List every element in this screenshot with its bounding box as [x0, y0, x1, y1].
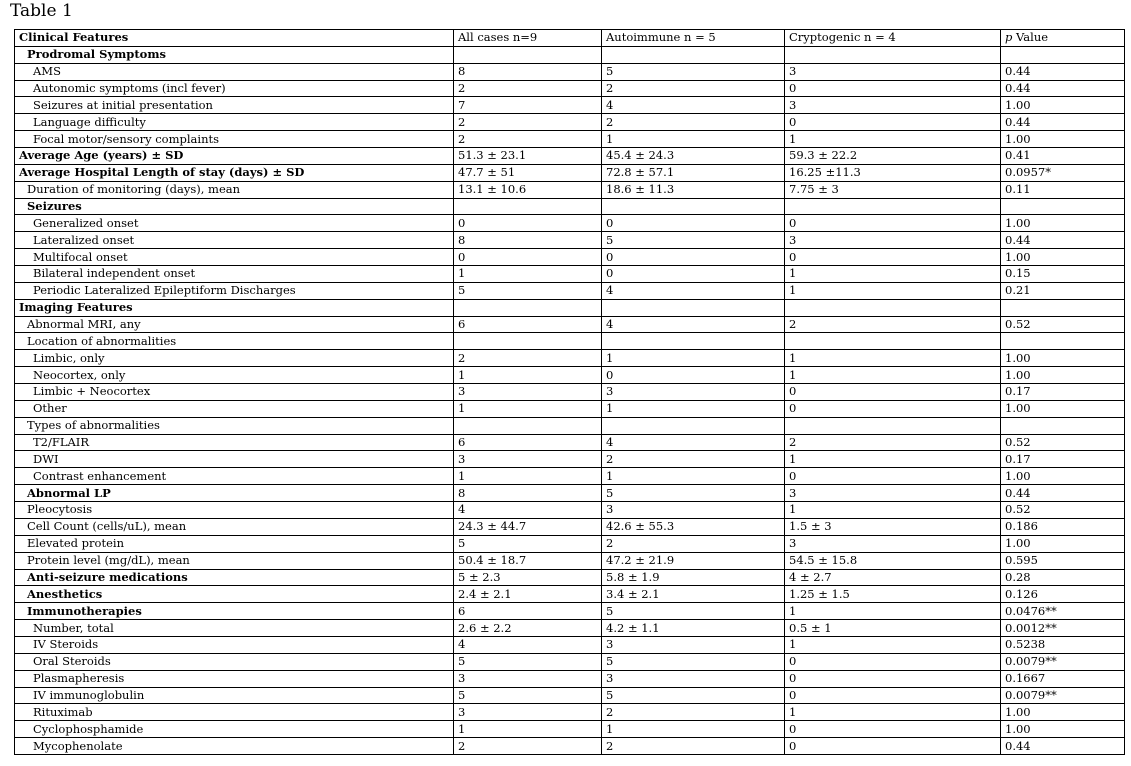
table-cell: [1001, 417, 1125, 434]
table-cell: 3: [785, 485, 1001, 502]
row-label: Average Age (years) ± SD: [15, 148, 454, 165]
table-cell: 0.0079**: [1001, 687, 1125, 704]
row-label: Location of abnormalities: [15, 333, 454, 350]
table-body: [15, 46, 1125, 754]
table-cell: 5 ± 2.3: [454, 569, 602, 586]
column-header: Clinical Features: [15, 30, 454, 47]
table-cell: 2: [602, 451, 785, 468]
table-cell: 2: [785, 316, 1001, 333]
table-cell: 1.00: [1001, 131, 1125, 148]
row-label: Cyclophosphamide: [15, 721, 454, 738]
table-cell: 0.52: [1001, 316, 1125, 333]
table-cell: 0.44: [1001, 485, 1125, 502]
table-row: [15, 569, 1125, 586]
table-cell: 3: [785, 535, 1001, 552]
table-cell: 3: [785, 63, 1001, 80]
table-cell: 6: [454, 603, 602, 620]
table-cell: 0: [785, 80, 1001, 97]
table-cell: 1: [602, 468, 785, 485]
table-cell: 45.4 ± 24.3: [602, 148, 785, 165]
table-cell: 1: [454, 400, 602, 417]
table-cell: 0: [785, 384, 1001, 401]
table-cell: 0.44: [1001, 80, 1125, 97]
table-cell: 0.21: [1001, 282, 1125, 299]
table-cell: 5: [602, 63, 785, 80]
table-row: [15, 316, 1125, 333]
table-cell: 8: [454, 63, 602, 80]
table-cell: 4: [602, 282, 785, 299]
table-row: [15, 653, 1125, 670]
column-header: Autoimmune n = 5: [602, 30, 785, 47]
row-label: Focal motor/sensory complaints: [15, 131, 454, 148]
table-row: [15, 282, 1125, 299]
table-cell: 1.00: [1001, 535, 1125, 552]
table-cell: 3: [454, 384, 602, 401]
table-cell: 1: [454, 721, 602, 738]
row-label: Autonomic symptoms (incl fever): [15, 80, 454, 97]
table-cell: 4: [602, 97, 785, 114]
row-label: DWI: [15, 451, 454, 468]
table-cell: 1.00: [1001, 249, 1125, 266]
table-row: [15, 181, 1125, 198]
table-row: [15, 400, 1125, 417]
table-cell: 5: [602, 653, 785, 670]
table-cell: 1.00: [1001, 400, 1125, 417]
table-row: [15, 333, 1125, 350]
table-cell: 0.15: [1001, 266, 1125, 283]
table-cell: 1: [785, 266, 1001, 283]
table-cell: 1: [785, 367, 1001, 384]
table-cell: 2: [602, 114, 785, 131]
table-row: [15, 215, 1125, 232]
table-cell: 0.44: [1001, 114, 1125, 131]
table-cell: 1.00: [1001, 215, 1125, 232]
row-label: Immunotherapies: [15, 603, 454, 620]
table-cell: 47.2 ± 21.9: [602, 552, 785, 569]
row-label: AMS: [15, 63, 454, 80]
table-cell: 59.3 ± 22.2: [785, 148, 1001, 165]
row-label: Multifocal onset: [15, 249, 454, 266]
row-label: Types of abnormalities: [15, 417, 454, 434]
table-cell: 5: [602, 485, 785, 502]
table-cell: 5: [602, 687, 785, 704]
table-cell: 1: [454, 367, 602, 384]
table-cell: 16.25 ±11.3: [785, 164, 1001, 181]
table-row: [15, 266, 1125, 283]
header-row: [15, 30, 1125, 47]
table-row: [15, 468, 1125, 485]
table-cell: 42.6 ± 55.3: [602, 518, 785, 535]
table-cell: 5.8 ± 1.9: [602, 569, 785, 586]
table-cell: 0: [785, 215, 1001, 232]
table-cell: 1.00: [1001, 97, 1125, 114]
table-cell: [454, 299, 602, 316]
table-row: [15, 97, 1125, 114]
table-cell: 0: [785, 468, 1001, 485]
table-cell: 7.75 ± 3: [785, 181, 1001, 198]
column-header: [1001, 30, 1125, 47]
table-cell: 0.44: [1001, 63, 1125, 80]
table-cell: 13.1 ± 10.6: [454, 181, 602, 198]
table-row: [15, 721, 1125, 738]
table-cell: 1: [785, 603, 1001, 620]
table-cell: 5: [454, 282, 602, 299]
table-cell: 0: [602, 249, 785, 266]
table-cell: [454, 417, 602, 434]
table-cell: 1.00: [1001, 350, 1125, 367]
table-cell: 1: [602, 721, 785, 738]
table-cell: 1: [785, 502, 1001, 519]
table-cell: 1.00: [1001, 367, 1125, 384]
table-cell: 0: [785, 721, 1001, 738]
table-cell: 0.1667: [1001, 670, 1125, 687]
table-cell: 0: [785, 114, 1001, 131]
row-label: Neocortex, only: [15, 367, 454, 384]
table-cell: [785, 46, 1001, 63]
table-cell: 0.17: [1001, 384, 1125, 401]
table-cell: 0.0012**: [1001, 620, 1125, 637]
table-cell: [454, 333, 602, 350]
row-label: Language difficulty: [15, 114, 454, 131]
table-cell: 2: [454, 738, 602, 755]
table-cell: 0: [454, 249, 602, 266]
row-label: Elevated protein: [15, 535, 454, 552]
table-cell: 8: [454, 485, 602, 502]
table-cell: 1.00: [1001, 721, 1125, 738]
table-cell: 0.52: [1001, 502, 1125, 519]
table-cell: 3: [454, 670, 602, 687]
table-cell: 3: [602, 384, 785, 401]
table-cell: 72.8 ± 57.1: [602, 164, 785, 181]
table-cell: 0: [454, 215, 602, 232]
table-cell: [602, 46, 785, 63]
table-cell: 2: [454, 131, 602, 148]
table-row: [15, 670, 1125, 687]
table-row: [15, 114, 1125, 131]
row-label: Other: [15, 400, 454, 417]
table-cell: 3: [602, 502, 785, 519]
table-cell: 0: [785, 249, 1001, 266]
table-row: [15, 603, 1125, 620]
table-cell: 2.4 ± 2.1: [454, 586, 602, 603]
table-cell: 0: [785, 670, 1001, 687]
table-cell: 0: [785, 400, 1001, 417]
table-cell: 6: [454, 316, 602, 333]
table-cell: [602, 198, 785, 215]
table-cell: 0.595: [1001, 552, 1125, 569]
table-cell: [1001, 198, 1125, 215]
table-cell: 3: [454, 704, 602, 721]
table-cell: 0: [602, 266, 785, 283]
table-cell: [454, 198, 602, 215]
table-row: [15, 502, 1125, 519]
table-cell: 0.0079**: [1001, 653, 1125, 670]
table-row: [15, 434, 1125, 451]
table-row: [15, 417, 1125, 434]
table-row: [15, 80, 1125, 97]
table-row: [15, 299, 1125, 316]
table-cell: 3: [454, 451, 602, 468]
table-cell: 3: [785, 232, 1001, 249]
row-label: Bilateral independent onset: [15, 266, 454, 283]
table-cell: [1001, 46, 1125, 63]
row-label: IV Steroids: [15, 636, 454, 653]
row-label: T2/FLAIR: [15, 434, 454, 451]
table-cell: 4 ± 2.7: [785, 569, 1001, 586]
table-cell: 1: [454, 266, 602, 283]
table-row: [15, 620, 1125, 637]
table-row: [15, 535, 1125, 552]
table-cell: 2: [454, 350, 602, 367]
table-row: [15, 518, 1125, 535]
row-label: Pleocytosis: [15, 502, 454, 519]
row-label: IV immunoglobulin: [15, 687, 454, 704]
table-cell: [454, 46, 602, 63]
table-cell: 1: [602, 131, 785, 148]
row-label: Anesthetics: [15, 586, 454, 603]
table-cell: 2: [785, 434, 1001, 451]
table-cell: 3: [602, 636, 785, 653]
p-label: p: [1005, 30, 1013, 45]
table-cell: 0.28: [1001, 569, 1125, 586]
table-row: [15, 131, 1125, 148]
table-cell: 4: [602, 316, 785, 333]
table-cell: 8: [454, 232, 602, 249]
row-label: Imaging Features: [15, 299, 454, 316]
table-cell: 1: [785, 131, 1001, 148]
table-cell: 2: [454, 80, 602, 97]
table-row: [15, 384, 1125, 401]
table-cell: 2: [454, 114, 602, 131]
table-cell: 4: [454, 502, 602, 519]
row-label: Oral Steroids: [15, 653, 454, 670]
table-cell: 4.2 ± 1.1: [602, 620, 785, 637]
table-row: [15, 148, 1125, 165]
table-cell: 18.6 ± 11.3: [602, 181, 785, 198]
table-cell: 1.00: [1001, 468, 1125, 485]
column-header: All cases n=9: [454, 30, 602, 47]
table-cell: 7: [454, 97, 602, 114]
table-cell: 0.5 ± 1: [785, 620, 1001, 637]
row-label: Contrast enhancement: [15, 468, 454, 485]
table-cell: [785, 417, 1001, 434]
table-cell: 0.0957*: [1001, 164, 1125, 181]
row-label: Duration of monitoring (days), mean: [15, 181, 454, 198]
table-cell: [785, 198, 1001, 215]
row-label: Prodromal Symptoms: [15, 46, 454, 63]
table-cell: [785, 299, 1001, 316]
table-title: Table 1: [10, 1, 73, 21]
table-cell: 1: [602, 350, 785, 367]
value-label: Value: [1012, 30, 1049, 45]
table-cell: 0.5238: [1001, 636, 1125, 653]
table-cell: [602, 299, 785, 316]
table-cell: [602, 417, 785, 434]
table-cell: 24.3 ± 44.7: [454, 518, 602, 535]
row-label: Average Hospital Length of stay (days) ± SD: [15, 164, 454, 181]
row-label: Number, total: [15, 620, 454, 637]
table-cell: 50.4 ± 18.7: [454, 552, 602, 569]
table-row: [15, 164, 1125, 181]
table-cell: 0: [785, 738, 1001, 755]
table-row: [15, 738, 1125, 755]
table-cell: 47.7 ± 51: [454, 164, 602, 181]
table-cell: 1: [785, 282, 1001, 299]
clinical-features-table: [14, 29, 1125, 755]
table-row: [15, 687, 1125, 704]
table-cell: 1: [785, 350, 1001, 367]
table-row: [15, 63, 1125, 80]
table-cell: 3: [602, 670, 785, 687]
table-cell: 1: [602, 400, 785, 417]
table-row: [15, 232, 1125, 249]
table-cell: 4: [454, 636, 602, 653]
table-cell: 0.44: [1001, 738, 1125, 755]
row-label: Cell Count (cells/uL), mean: [15, 518, 454, 535]
table-cell: 5: [602, 603, 785, 620]
table-row: [15, 552, 1125, 569]
table-cell: 2.6 ± 2.2: [454, 620, 602, 637]
table-cell: 1: [454, 468, 602, 485]
table-cell: 1: [785, 636, 1001, 653]
table-cell: 5: [602, 232, 785, 249]
table-cell: 4: [602, 434, 785, 451]
table-cell: [785, 333, 1001, 350]
table-cell: 1: [785, 451, 1001, 468]
table-cell: 0.126: [1001, 586, 1125, 603]
table-cell: [1001, 333, 1125, 350]
table-row: [15, 198, 1125, 215]
table-cell: 0: [602, 367, 785, 384]
table-cell: 1.5 ± 3: [785, 518, 1001, 535]
table-cell: 0.41: [1001, 148, 1125, 165]
table-cell: 2: [602, 704, 785, 721]
row-label: Plasmapheresis: [15, 670, 454, 687]
table-cell: 54.5 ± 15.8: [785, 552, 1001, 569]
table-row: [15, 636, 1125, 653]
table-row: [15, 46, 1125, 63]
table-cell: 0: [602, 215, 785, 232]
row-label: Protein level (mg/dL), mean: [15, 552, 454, 569]
table-row: [15, 586, 1125, 603]
table-row: [15, 704, 1125, 721]
table-row: [15, 350, 1125, 367]
table-row: [15, 451, 1125, 468]
table-row: [15, 249, 1125, 266]
table-cell: 1.00: [1001, 704, 1125, 721]
row-label: Anti-seizure medications: [15, 569, 454, 586]
table-cell: 6: [454, 434, 602, 451]
table-cell: 0.52: [1001, 434, 1125, 451]
table-cell: 5: [454, 535, 602, 552]
row-label: Limbic, only: [15, 350, 454, 367]
table-cell: 5: [454, 653, 602, 670]
table-cell: [602, 333, 785, 350]
table-cell: 0: [785, 653, 1001, 670]
table-cell: 1: [785, 704, 1001, 721]
row-label: Lateralized onset: [15, 232, 454, 249]
table-cell: 0.0476**: [1001, 603, 1125, 620]
table-cell: 2: [602, 80, 785, 97]
table-cell: 3.4 ± 2.1: [602, 586, 785, 603]
table-cell: 0.44: [1001, 232, 1125, 249]
table-cell: 0.11: [1001, 181, 1125, 198]
row-label: Seizures: [15, 198, 454, 215]
table-cell: 5: [454, 687, 602, 704]
table-cell: [1001, 299, 1125, 316]
table-cell: 0.186: [1001, 518, 1125, 535]
row-label: Seizures at initial presentation: [15, 97, 454, 114]
table-cell: 51.3 ± 23.1: [454, 148, 602, 165]
column-header: Cryptogenic n = 4: [785, 30, 1001, 47]
row-label: Limbic + Neocortex: [15, 384, 454, 401]
table-cell: 2: [602, 738, 785, 755]
table-row: [15, 367, 1125, 384]
row-label: Generalized onset: [15, 215, 454, 232]
row-label: Periodic Lateralized Epileptiform Discharges: [15, 282, 454, 299]
table-cell: 1.25 ± 1.5: [785, 586, 1001, 603]
table-cell: 3: [785, 97, 1001, 114]
table-cell: 0.17: [1001, 451, 1125, 468]
row-label: Abnormal LP: [15, 485, 454, 502]
row-label: Rituximab: [15, 704, 454, 721]
row-label: Abnormal MRI, any: [15, 316, 454, 333]
table-cell: 0: [785, 687, 1001, 704]
table-cell: 2: [602, 535, 785, 552]
table-row: [15, 485, 1125, 502]
row-label: Mycophenolate: [15, 738, 454, 755]
